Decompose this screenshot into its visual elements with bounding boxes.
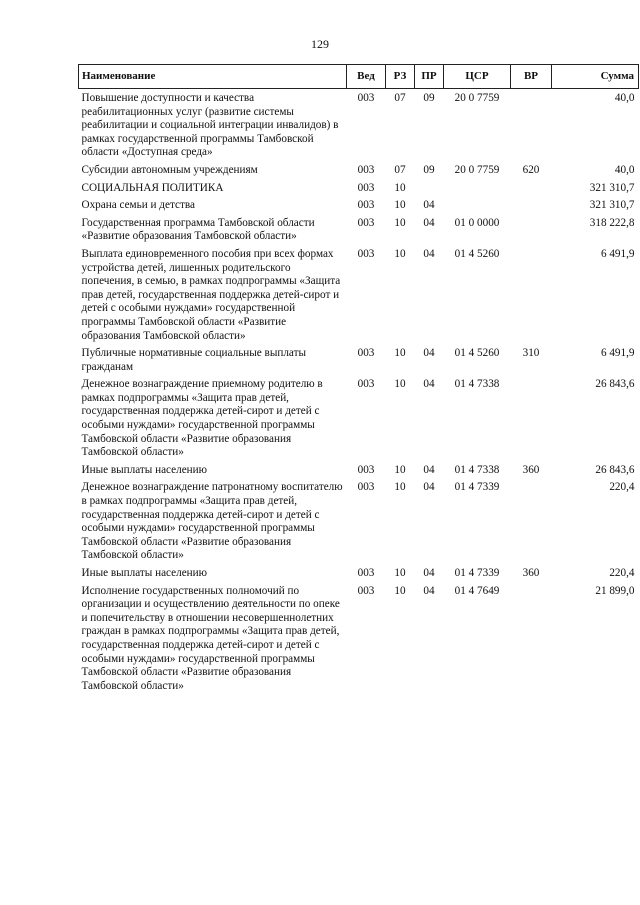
cell-vr — [511, 199, 552, 217]
cell-name: Охрана семьи и детства — [81, 199, 195, 212]
cell-csr: 01 4 5260 — [454, 247, 500, 260]
cell-ved: 003 — [357, 247, 375, 260]
table-row — [79, 248, 639, 347]
header-rz: РЗ — [386, 65, 415, 89]
cell-rz: 10 — [394, 181, 406, 194]
cell-rz: 10 — [394, 347, 406, 360]
cell-pr: 04 — [423, 347, 435, 360]
cell-csr: 01 4 7649 — [454, 584, 500, 597]
cell-ved: 003 — [357, 347, 375, 360]
cell-csr — [444, 182, 511, 200]
cell-name: Денежное вознаграждение патронатному воспитателю в рамках подпрограммы «Защита прав детей, государственная поддержка детей-сирот и детей с особыми нуждами» государственной программы Тамбовской области «Развитие образования Тамбовской области» — [81, 481, 343, 562]
cell-vr: 620 — [522, 163, 540, 176]
cell-name: Денежное вознаграждение приемному родителю в рамках подпрограммы «Защита прав детей, государственная поддержка детей-сирот и детей с особыми нуждами» государственной программы Тамбовской области «Развитие образования Тамбовской области» — [81, 378, 323, 459]
cell-csr: 20 0 7759 — [454, 163, 500, 176]
cell-pr: 04 — [423, 481, 435, 494]
cell-rz: 10 — [394, 584, 406, 597]
cell-name: СОЦИАЛЬНАЯ ПОЛИТИКА — [81, 181, 224, 194]
cell-pr: 09 — [423, 92, 435, 104]
cell-ved: 003 — [357, 481, 375, 494]
table-row — [79, 164, 639, 182]
cell-csr: 01 0 0000 — [454, 216, 500, 229]
header-pr: ПР — [415, 65, 444, 89]
cell-rz: 10 — [394, 216, 406, 229]
cell-name: Иные выплаты населению — [81, 567, 207, 579]
cell-pr: 04 — [423, 216, 435, 229]
cell-vr — [511, 248, 552, 347]
cell-csr: 20 0 7759 — [454, 92, 500, 104]
table-row — [79, 182, 639, 200]
header-sum: Сумма — [552, 65, 639, 89]
cell-vr — [511, 182, 552, 200]
cell-vr — [511, 481, 552, 567]
cell-sum: 40,0 — [614, 163, 635, 176]
cell-sum: 26 843,6 — [595, 378, 635, 391]
cell-pr: 04 — [423, 584, 435, 597]
cell-name: Исполнение государственных полномочий по организации и осуществлению деятельности по опеке и попечительству в отношении несовершеннолетних граждан в рамках подпрограммы «Защита прав детей, государственная поддержка детей-сирот и детей с особыми нуждами» государственной программы Тамбовской области «Развитие образования Тамбовской области» — [81, 584, 340, 692]
table-row — [79, 199, 639, 217]
table-header-row — [79, 65, 639, 89]
cell-pr — [415, 182, 444, 200]
cell-name: Выплата единовременного пособия при всех формах устройства детей, лишенных родительского попечения, в семью, в рамках подпрограммы «Защита прав детей, государственная поддержка детей-сирот и детей с особыми нуждами» государственной программы Тамбовской области «Развитие образования Тамбовской области» — [81, 247, 341, 342]
table-row — [79, 464, 639, 482]
header-vr: ВР — [511, 65, 552, 89]
cell-csr: 01 4 5260 — [454, 347, 500, 360]
cell-vr — [511, 89, 552, 164]
cell-pr: 04 — [423, 247, 435, 260]
cell-csr: 01 4 7339 — [454, 481, 500, 494]
cell-csr: 01 4 7339 — [454, 567, 500, 579]
table-row — [79, 347, 639, 378]
cell-sum: 21 899,0 — [595, 584, 635, 597]
cell-vr: 360 — [522, 463, 540, 476]
cell-pr: 04 — [423, 463, 435, 476]
cell-csr — [444, 199, 511, 217]
table-row — [79, 585, 639, 698]
cell-name: Публичные нормативные социальные выплаты гражданам — [81, 347, 307, 373]
cell-sum: 220,4 — [609, 567, 635, 579]
cell-ved: 003 — [357, 378, 375, 391]
cell-pr: 04 — [423, 378, 435, 391]
cell-name: Повышение доступности и качества реабилитационных услуг (развитие системы реабилитации и социальной интеграции инвалидов) в рамках государственной программы Тамбовской области «Доступная среда» — [81, 92, 339, 159]
cell-ved: 003 — [357, 163, 375, 176]
cell-rz: 07 — [394, 163, 406, 176]
cell-pr: 04 — [423, 567, 435, 579]
cell-vr — [511, 585, 552, 698]
table-row — [79, 89, 639, 164]
cell-sum: 220,4 — [609, 481, 635, 494]
cell-rz: 10 — [394, 567, 406, 579]
table-row — [79, 378, 639, 464]
table-row — [79, 217, 639, 248]
cell-pr: 04 — [423, 199, 435, 212]
cell-rz: 07 — [394, 92, 406, 104]
cell-rz: 10 — [394, 247, 406, 260]
cell-ved: 003 — [357, 463, 375, 476]
cell-rz: 10 — [394, 481, 406, 494]
cell-sum: 318 222,8 — [589, 216, 635, 229]
cell-sum: 6 491,9 — [600, 347, 635, 360]
cell-ved: 003 — [357, 181, 375, 194]
header-ved: Вед — [347, 65, 386, 89]
cell-sum: 40,0 — [614, 92, 635, 104]
header-csr: ЦСР — [444, 65, 511, 89]
cell-ved: 003 — [357, 199, 375, 212]
page-number: 129 — [311, 37, 329, 51]
cell-name: Иные выплаты населению — [81, 463, 207, 476]
cell-ved: 003 — [357, 567, 375, 579]
cell-csr: 01 4 7338 — [454, 378, 500, 391]
cell-ved: 003 — [357, 584, 375, 597]
cell-rz: 10 — [394, 463, 406, 476]
cell-vr: 360 — [522, 567, 540, 579]
cell-vr — [511, 378, 552, 464]
cell-vr: 310 — [522, 347, 540, 360]
table-row — [79, 481, 639, 567]
cell-sum: 26 843,6 — [595, 463, 635, 476]
budget-table — [78, 64, 639, 697]
cell-rz: 10 — [394, 378, 406, 391]
cell-sum: 321 310,7 — [589, 199, 635, 212]
cell-vr — [511, 217, 552, 248]
cell-name: Субсидии автономным учреждениям — [81, 163, 258, 176]
cell-csr: 01 4 7338 — [454, 463, 500, 476]
cell-pr: 09 — [423, 163, 435, 176]
header-name: Наименование — [79, 65, 347, 89]
cell-ved: 003 — [357, 216, 375, 229]
table-row — [79, 567, 639, 585]
cell-sum: 321 310,7 — [589, 181, 635, 194]
cell-sum: 6 491,9 — [600, 247, 635, 260]
cell-name: Государственная программа Тамбовской области «Развитие образования Тамбовской области» — [81, 216, 315, 243]
cell-ved: 003 — [357, 92, 375, 104]
cell-rz: 10 — [394, 199, 406, 212]
